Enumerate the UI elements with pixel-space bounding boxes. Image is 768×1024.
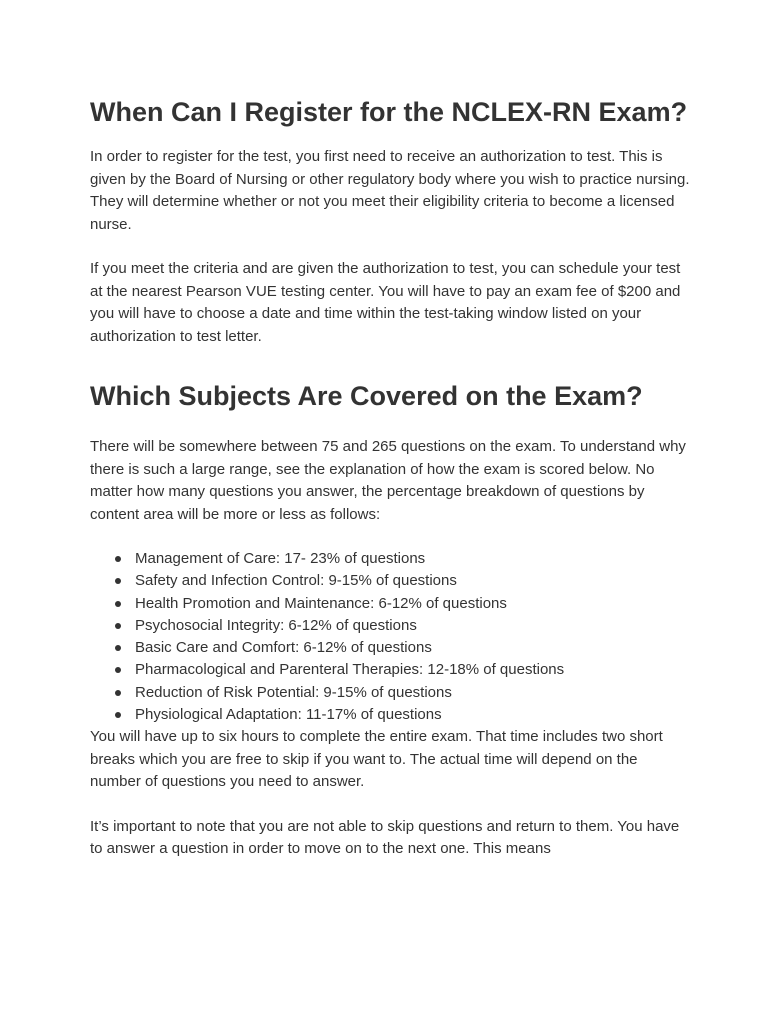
list-item-text: Basic Care and Comfort: 6-12% of questions [135,639,432,657]
list-item [135,570,690,592]
bullet-icon [115,712,121,718]
bullet-icon [115,556,121,562]
paragraph-authorization: In order to register for the test, you first need to receive an authorization to test. This is given by the Board of Nursing or other regulatory body where you wish to practice nursing. They will determine whether or not you meet their eligibility criteria to become a licensed nurse. [90,148,690,233]
paragraph-schedule: If you meet the criteria and are given the authorization to test, you can schedule your test at the nearest Pearson VUE testing center. You will have to pay an exam fee of $200 and you will have to choose a date and time within the test-taking window listed on your authorization to test letter. [90,260,681,345]
article [90,92,690,861]
list-item [135,704,690,726]
list-item [135,593,690,615]
bullet-icon [115,601,121,607]
list-item-text: Management of Care: 17- 23% of questions [135,550,426,567]
content-area-list [90,548,690,726]
list-item [135,659,690,681]
bullet-icon [115,623,121,629]
list-item [135,615,690,637]
heading-register: When Can I Register for the NCLEX-RN Exam? [90,97,688,127]
bullet-icon [115,578,121,584]
list-item-text: Health Promotion and Maintenance: 6-12% of questions [135,594,507,612]
paragraph-no-skipping: It’s important to note that you are not able to skip questions and return to them. You have to answer a question in order to move on to the next one. This means [90,817,680,858]
bullet-icon [115,645,121,651]
bullet-icon [115,667,121,673]
list-item-text: Safety and Infection Control: 9-15% of questions [135,572,457,590]
list-item [135,637,690,659]
list-item [135,682,690,704]
bullet-icon [115,690,121,696]
list-item-text: Pharmacological and Parenteral Therapies: 12-18% of questions [135,661,565,679]
heading-subjects: Which Subjects Are Covered on the Exam? [90,381,643,411]
list-item [135,548,690,570]
paragraph-time-limit: You will have up to six hours to complete the entire exam. That time includes two short breaks which you are free to skip if you want to. The actual time will depend on the number of questions you need to answer. [90,728,663,791]
list-item-text: Physiological Adaptation: 11-17% of questions [135,706,442,724]
list-item-text: Reduction of Risk Potential: 9-15% of questions [135,683,452,701]
paragraph-question-count: There will be somewhere between 75 and 265 questions on the exam. To understand why there is such a large range, see the explanation of how the exam is scored below. No matter how many questions you answer, the percentage breakdown of questions by content area will be more or less as follows: [90,438,686,523]
list-item-text: Psychosocial Integrity: 6-12% of questions [135,616,417,634]
